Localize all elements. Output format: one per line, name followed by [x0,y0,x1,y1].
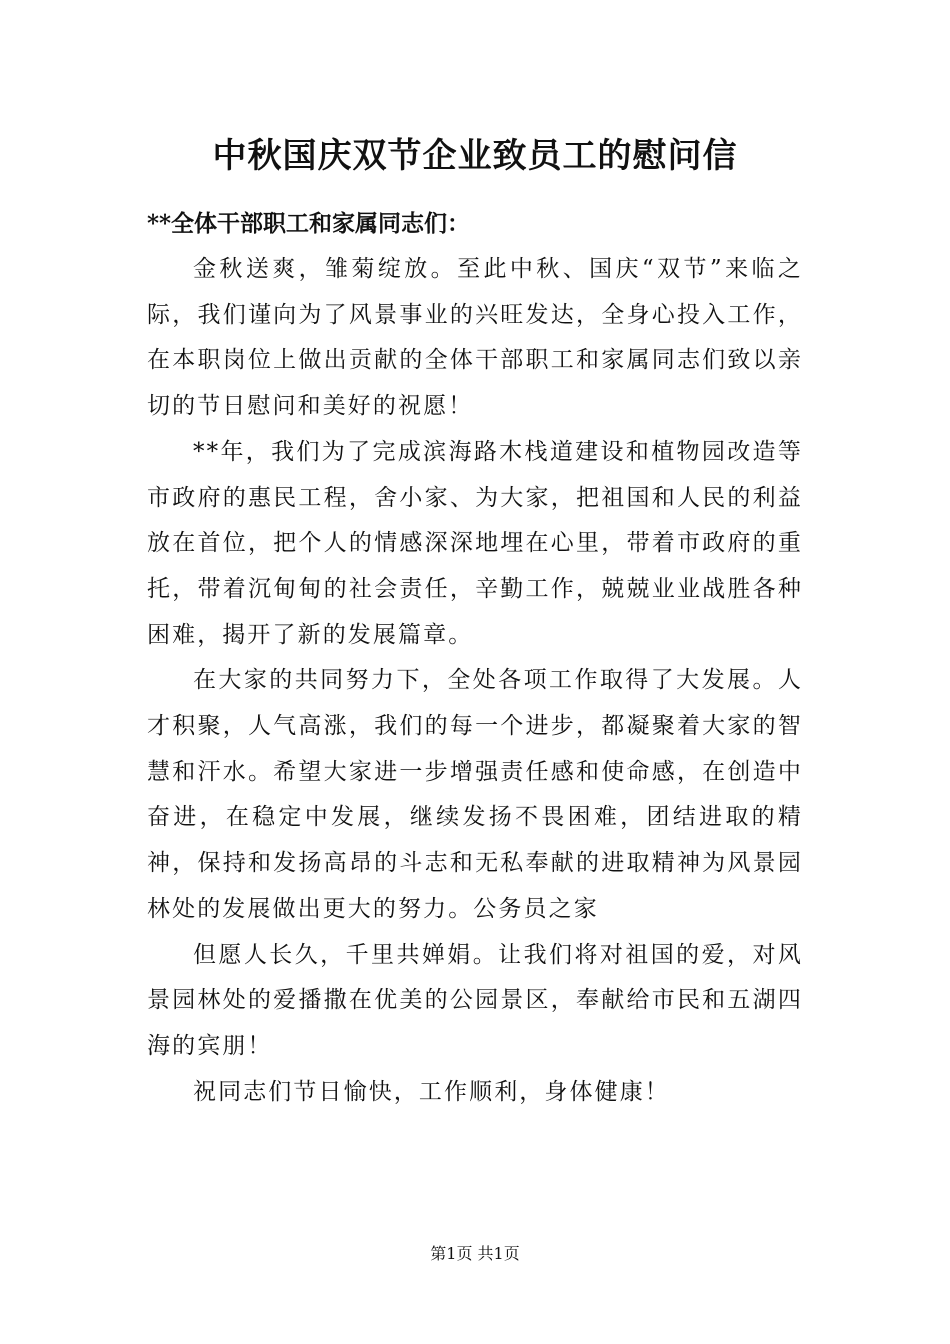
salutation: **全体干部职工和家属同志们： [147,210,471,237]
paragraph: 金秋送爽，雏菊绽放。至此中秋、国庆“双节”来临之际，我们谨向为了风景事业的兴旺发达，全身心投入工作，在本职岗位上做出贡献的全体干部职工和家属同志们致以亲切的节日慰问和美好的祝愿！ [147,256,803,420]
paragraph: **年，我们为了完成滨海路木栈道建设和植物园改造等市政府的惠民工程，舍小家、为大家，把祖国和人民的利益放在首位，把个人的情感深深地埋在心里，带着市政府的重托，带着沉甸甸的社会责任，辛勤工作，兢兢业业战胜各种困难，揭开了新的发展篇章。 [147,438,803,648]
paragraph: 在大家的共同努力下，全处各项工作取得了大发展。人才积聚，人气高涨，我们的每一个进步，都凝聚着大家的智慧和汗水。希望大家进一步增强责任感和使命感，在创造中奋进，在稳定中发展，继续发扬不畏困难，团结进取的精神，保持和发扬高昂的斗志和无私奉献的进取精神为风景园林处的发展做出更大的努力。公务员之家 [147,667,803,922]
letter-body [147,247,803,1115]
page-number-footer: 第1页 共1页 [430,1244,520,1263]
paragraph: 但愿人长久，千里共婵娟。让我们将对祖国的爱，对风景园林处的爱播撒在优美的公园景区，奉献给市民和五湖四海的宾朋！ [147,941,803,1059]
document-title: 中秋国庆双节企业致员工的慰问信 [212,136,738,176]
paragraph: 祝同志们节日愉快，工作顺利，身体健康！ [193,1078,670,1105]
